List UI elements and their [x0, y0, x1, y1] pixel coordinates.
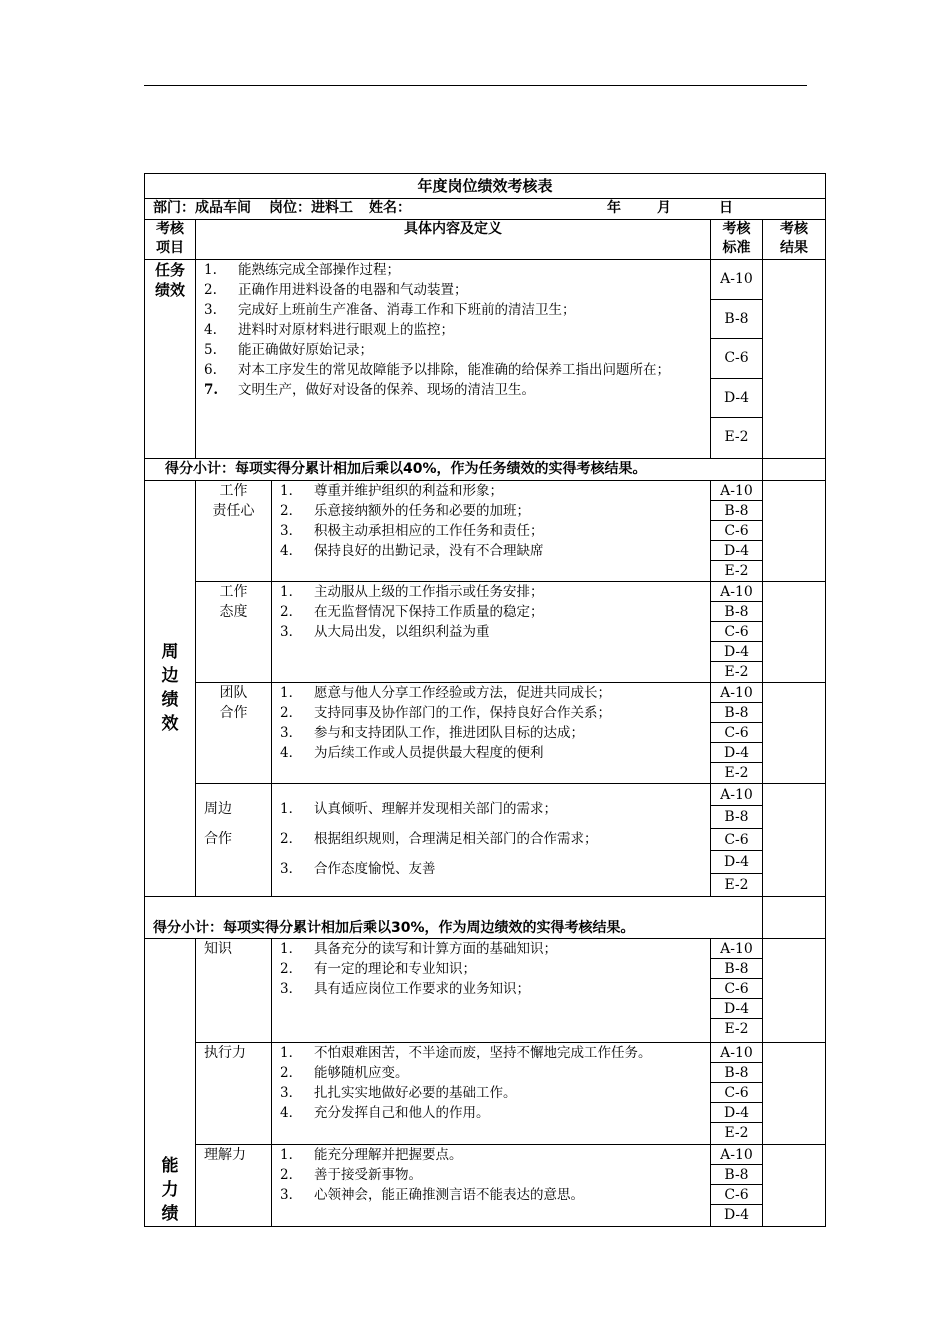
- item-line: [272, 582, 710, 602]
- item-line: [272, 622, 710, 642]
- peripheral-subtotal: 得分小计：每项实得分累计相加后乘以30%，作为周边绩效的实得考核结果。: [145, 896, 763, 938]
- item-text: 参与和支持团队工作，推进团队目标的达成；: [314, 724, 584, 741]
- grade-option[interactable]: D-4: [711, 743, 762, 763]
- item-text: 充分发挥自己和他人的作用。: [314, 1104, 490, 1121]
- item-line: [272, 979, 710, 999]
- item-text: 从大局出发，以组织利益为重: [314, 623, 490, 640]
- grade-option[interactable]: C-6: [711, 979, 762, 999]
- task-grades: [711, 260, 763, 459]
- item-line: [196, 280, 710, 300]
- grade-option[interactable]: C-6: [711, 1185, 762, 1205]
- item-number: 4.: [204, 322, 217, 338]
- item-text: 在无监督情况下保持工作质量的稳定；: [314, 603, 544, 620]
- item-line: [272, 683, 710, 703]
- grade-option[interactable]: E-2: [724, 876, 749, 893]
- appraisal-table: [144, 173, 826, 1227]
- group-result[interactable]: [763, 581, 826, 682]
- item-line: [196, 300, 710, 320]
- grade-option[interactable]: A-10: [711, 582, 762, 602]
- group-name: 工作 责任心: [196, 480, 272, 581]
- item-line: [272, 854, 710, 884]
- header-rule: [144, 85, 807, 86]
- item-number: 7.: [204, 382, 219, 398]
- name-label: 姓名：: [369, 200, 411, 216]
- group-result[interactable]: [763, 938, 826, 1042]
- grade-option[interactable]: C-6: [711, 521, 762, 541]
- group-items: [272, 682, 711, 783]
- dept-label: 部门：: [153, 200, 195, 216]
- task-subtotal-result[interactable]: [763, 458, 826, 480]
- header-result: 考核 结果: [763, 220, 826, 260]
- group-items: [272, 1042, 711, 1144]
- grade-option[interactable]: E-2: [724, 764, 749, 781]
- grade-option[interactable]: C-6: [711, 622, 762, 642]
- item-number: 1．: [280, 800, 303, 817]
- item-line: [272, 1185, 710, 1205]
- item-number: 1．: [280, 684, 303, 701]
- item-number: 6.: [204, 362, 217, 378]
- item-line: [272, 824, 710, 854]
- info-row: [145, 199, 826, 220]
- group-name: 理解力: [196, 1144, 272, 1226]
- item-line: [272, 602, 710, 622]
- header-content: 具体内容及定义: [196, 220, 711, 260]
- item-number: 2.: [204, 282, 217, 298]
- grade-option[interactable]: B-8: [711, 959, 762, 979]
- item-number: 2．: [280, 704, 303, 721]
- group-name: 工作 态度: [196, 581, 272, 682]
- item-line: [272, 521, 710, 541]
- item-text: 能熟练完成全部操作过程；: [238, 262, 400, 278]
- item-number: 3．: [280, 1084, 303, 1101]
- item-number: 1．: [280, 583, 303, 600]
- grade-option[interactable]: A-10: [711, 784, 762, 806]
- item-line: [272, 1063, 710, 1083]
- item-text: 积极主动承担相应的工作任务和责任；: [314, 522, 544, 539]
- item-text: 心领神会，能正确推测言语不能表达的意思。: [314, 1186, 584, 1203]
- item-line: [196, 340, 710, 360]
- group-items: [272, 938, 711, 1042]
- group-result[interactable]: [763, 480, 826, 581]
- grade-option[interactable]: A-10: [711, 260, 762, 300]
- group-result[interactable]: [763, 1042, 826, 1144]
- grade-option[interactable]: B-8: [711, 501, 762, 521]
- item-text: 支持同事及协作部门的工作，保持良好合作关系；: [314, 704, 611, 721]
- group-items: [272, 480, 711, 581]
- item-line: [272, 541, 710, 561]
- item-text: 认真倾听、理解并发现相关部门的需求；: [314, 800, 557, 817]
- item-number: 2．: [280, 603, 303, 620]
- item-text: 进料时对原材料进行眼观上的监控；: [238, 322, 454, 338]
- item-text: 有一定的理论和专业知识；: [314, 960, 476, 977]
- day-label: 日: [719, 200, 733, 216]
- item-line: [272, 794, 710, 824]
- grade-option[interactable]: B-8: [711, 703, 762, 723]
- group-result[interactable]: [763, 1144, 826, 1226]
- group-result[interactable]: [763, 783, 826, 896]
- item-text: 扎扎实实地做好必要的基础工作。: [314, 1084, 517, 1101]
- item-text: 保持良好的出勤记录，没有不合理缺席: [314, 542, 544, 559]
- grade-option[interactable]: E-2: [724, 1124, 749, 1141]
- item-text: 完成好上班前生产准备、消毒工作和下班前的清洁卫生；: [238, 302, 576, 318]
- item-number: 2．: [280, 1166, 303, 1183]
- item-number: 4．: [280, 542, 303, 559]
- item-text: 文明生产，做好对设备的保养、现场的清洁卫生。: [238, 382, 535, 398]
- item-number: 2．: [280, 960, 303, 977]
- item-number: 2．: [280, 502, 303, 519]
- grade-option[interactable]: D-4: [711, 541, 762, 561]
- peripheral-subtotal-result[interactable]: [763, 896, 826, 938]
- task-performance-label: 任务 绩效: [145, 260, 196, 459]
- group-name: 知识: [196, 938, 272, 1042]
- item-number: 3．: [280, 1186, 303, 1203]
- group-items: [272, 1144, 711, 1226]
- item-text: 能正确做好原始记录；: [238, 342, 373, 358]
- grade-option[interactable]: E-2: [724, 562, 749, 579]
- item-number: 1．: [280, 1044, 303, 1061]
- grade-option[interactable]: A-10: [711, 683, 762, 703]
- grade-option[interactable]: E-2: [724, 429, 749, 446]
- task-items: [196, 260, 711, 459]
- item-number: 1．: [280, 940, 303, 957]
- group-grades: [711, 938, 763, 1042]
- group-grades: [711, 581, 763, 682]
- item-line: [272, 1083, 710, 1103]
- task-result[interactable]: [763, 260, 826, 459]
- form-title: 年度岗位绩效考核表: [145, 174, 826, 199]
- ability-performance-label: 能 力 绩: [145, 938, 196, 1226]
- grade-option[interactable]: E-2: [724, 663, 749, 680]
- item-text: 根据组织规则，合理满足相关部门的合作需求；: [314, 830, 598, 847]
- year-label: 年: [607, 200, 621, 216]
- item-number: 3.: [204, 302, 217, 318]
- header-standard: 考核 标准: [711, 220, 763, 260]
- post-value: 进料工: [311, 200, 353, 216]
- group-result[interactable]: [763, 682, 826, 783]
- item-text: 不怕艰难困苦，不半途而废，坚持不懈地完成工作任务。: [314, 1044, 652, 1061]
- dept-value: 成品车间: [195, 200, 251, 216]
- group-items: [272, 783, 711, 896]
- grade-option[interactable]: B-8: [711, 1063, 762, 1083]
- grade-option[interactable]: D-4: [711, 1103, 762, 1123]
- grade-option[interactable]: D-4: [711, 379, 762, 419]
- grade-option[interactable]: B-8: [711, 602, 762, 622]
- month-label: 月: [657, 200, 671, 216]
- item-text: 具备充分的读写和计算方面的基础知识；: [314, 940, 557, 957]
- item-number: 2．: [280, 1064, 303, 1081]
- group-items: [272, 581, 711, 682]
- group-name: 团队 合作: [196, 682, 272, 783]
- group-grades: [711, 480, 763, 581]
- item-number: 3．: [280, 623, 303, 640]
- item-line: [196, 260, 710, 280]
- grade-option[interactable]: C-6: [711, 1083, 762, 1103]
- item-line: [272, 723, 710, 743]
- item-text: 为后续工作或人员提供最大程度的便利: [314, 744, 544, 761]
- item-line: [196, 320, 710, 340]
- item-number: 3．: [280, 860, 303, 877]
- item-line: [272, 703, 710, 723]
- item-text: 具有适应岗位工作要求的业务知识；: [314, 980, 530, 997]
- item-number: 4．: [280, 744, 303, 761]
- grade-option[interactable]: A-10: [711, 1145, 762, 1165]
- item-text: 尊重并维护组织的利益和形象；: [314, 482, 503, 499]
- group-grades: [711, 1042, 763, 1144]
- item-text: 善于接受新事物。: [314, 1166, 422, 1183]
- item-line: [272, 743, 710, 763]
- item-text: 主动服从上级的工作指示或任务安排；: [314, 583, 544, 600]
- item-line: [272, 501, 710, 521]
- group-grades: [711, 1144, 763, 1226]
- item-number: 1.: [204, 262, 217, 278]
- item-number: 1．: [280, 1146, 303, 1163]
- item-line: [272, 1165, 710, 1185]
- group-grades: [711, 682, 763, 783]
- item-line: [196, 380, 710, 400]
- item-line: [272, 959, 710, 979]
- item-number: 4．: [280, 1104, 303, 1121]
- item-number: 3．: [280, 522, 303, 539]
- grade-option[interactable]: D-4: [711, 642, 762, 662]
- group-name: 周边 合作: [196, 783, 272, 896]
- item-line: [272, 481, 710, 501]
- grade-option[interactable]: D-4: [711, 851, 762, 873]
- item-number: 5.: [204, 342, 217, 358]
- grade-option[interactable]: D-4: [723, 1206, 750, 1223]
- grade-option[interactable]: B-8: [711, 300, 762, 340]
- group-name: 执行力: [196, 1042, 272, 1144]
- item-line: [196, 360, 710, 380]
- item-line: [272, 1145, 710, 1165]
- grade-option[interactable]: E-2: [724, 1020, 749, 1037]
- post-label: 岗位：: [269, 200, 311, 216]
- item-number: 1．: [280, 482, 303, 499]
- item-line: [272, 939, 710, 959]
- group-grades: [711, 783, 763, 896]
- grade-option[interactable]: C-6: [711, 723, 762, 743]
- grade-option[interactable]: B-8: [711, 806, 762, 828]
- item-line: [272, 1043, 710, 1063]
- item-number: 2．: [280, 830, 303, 847]
- item-text: 能够随机应变。: [314, 1064, 409, 1081]
- item-text: 对本工序发生的常见故障能予以排除，能准确的给保养工指出问题所在；: [238, 362, 670, 378]
- item-text: 乐意接纳额外的任务和必要的加班；: [314, 502, 530, 519]
- peripheral-performance-label: 周 边 绩 效: [145, 480, 196, 896]
- item-number: 3．: [280, 980, 303, 997]
- grade-option[interactable]: C-6: [711, 829, 762, 851]
- item-number: 3．: [280, 724, 303, 741]
- header-item: 考核 项目: [145, 220, 196, 260]
- item-text: 愿意与他人分享工作经验或方法，促进共同成长；: [314, 684, 611, 701]
- grade-option[interactable]: C-6: [711, 339, 762, 379]
- grade-option[interactable]: D-4: [711, 999, 762, 1019]
- grade-option[interactable]: A-10: [711, 481, 762, 501]
- item-line: [272, 1103, 710, 1123]
- grade-option[interactable]: B-8: [711, 1165, 762, 1185]
- item-text: 合作态度愉悦、友善: [314, 860, 436, 877]
- grade-option[interactable]: A-10: [711, 1043, 762, 1063]
- item-text: 正确作用进料设备的电器和气动装置；: [238, 282, 468, 298]
- grade-option[interactable]: A-10: [711, 939, 762, 959]
- task-subtotal: 得分小计：每项实得分累计相加后乘以40%，作为任务绩效的实得考核结果。: [145, 458, 763, 480]
- item-text: 能充分理解并把握要点。: [314, 1146, 463, 1163]
